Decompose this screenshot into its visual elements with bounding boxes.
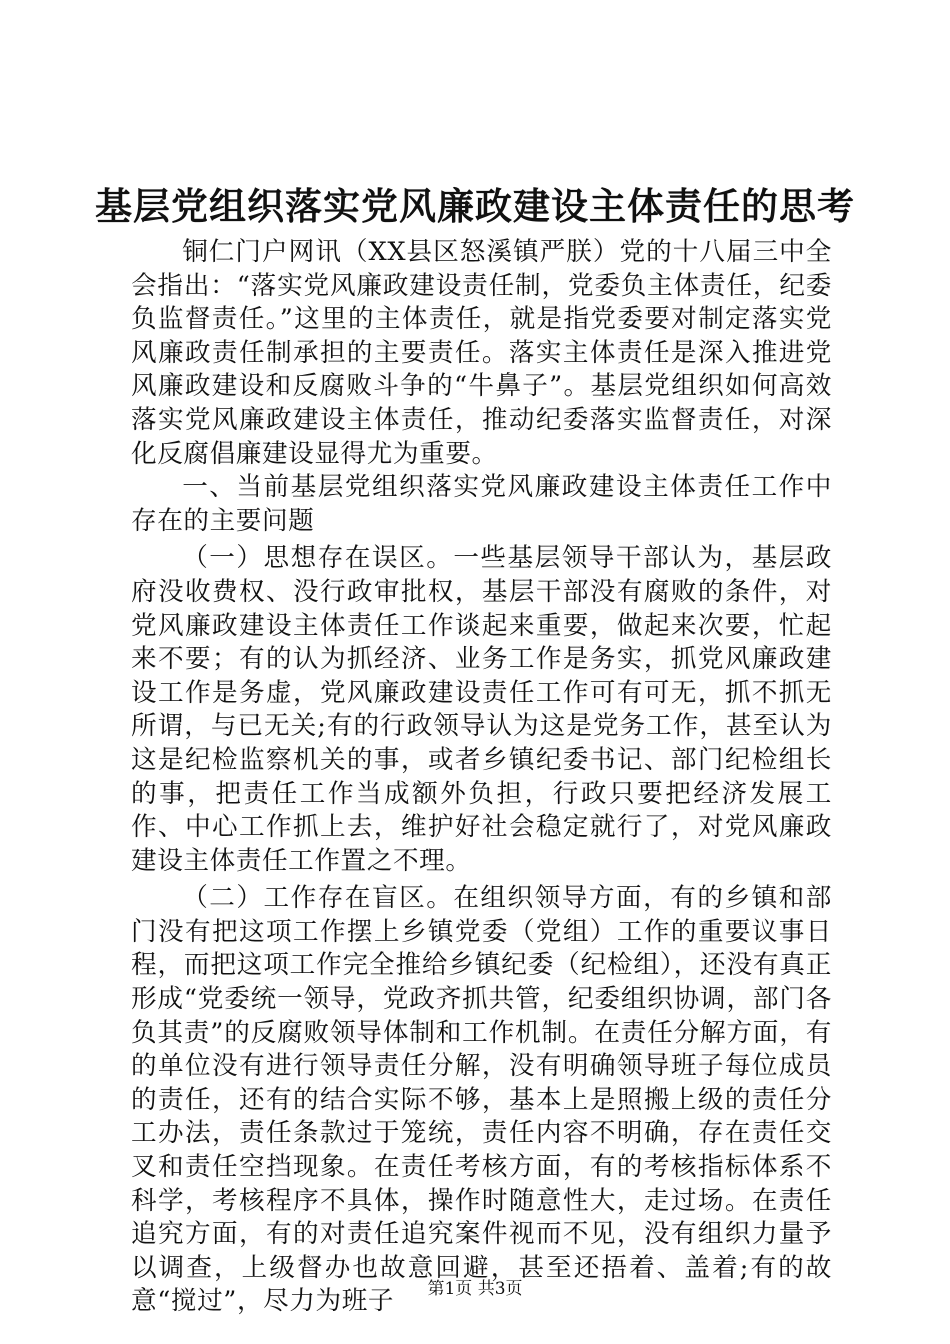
paragraph-intro: 铜仁门户网讯（XX县区怒溪镇严朕）党的十八届三中全会指出：“落实党风廉政建设责任制，党委负主体责任，纪委负监督责任。”这里的主体责任，就是指党委要对制定落实党风廉政责任制承担的主要责任。落实主体责任是深入推进党风廉政建设和反腐败斗争的“牛鼻子”。基层党组织如何高效落实党风廉政建设主体责任，推动纪委落实监督责任，对深化反腐倡廉建设显得尤为重要。 [131, 237, 832, 469]
paragraph-subsection-2: （二）工作存在盲区。在组织领导方面，有的乡镇和部门没有把这项工作摆上乡镇党委（党组）工作的重要议事日程，而把这项工作完全推给乡镇纪委（纪检组），还没有真正形成“党委统一领导，党政齐抓共管，纪委组织协调，部门各负其责”的反腐败领导体制和工作机制。在责任分解方面，有的单位没有进行领导责任分解，没有明确领导班子每位成员的责任，还有的结合实际不够，基本上是照搬上级的责任分工办法，责任条款过于笼统，责任内容不明确，存在责任交叉和责任空挡现象。在责任考核方面，有的考核指标体系不科学，考核程序不具体，操作时随意性大，走过场。在责任追究方面，有的对责任追究案件视而不见，没有组织力量予以调查，上级督办也故意回避，甚至还捂着、盖着;有的故意“搅过”，尽力为班子 [131, 883, 832, 1317]
paragraph-subsection-1: （一）思想存在误区。一些基层领导干部认为，基层政府没收费权、没行政审批权，基层干部没有腐败的条件，对党风廉政建设主体责任工作谈起来重要，做起来次要，忙起来不要；有的认为抓经济、业务工作是务实，抓党风廉政建设工作是务虚，党风廉政建设责任工作可有可无，抓不抓无所谓，与已无关;有的行政领导认为这是党务工作，甚至认为这是纪检监察机关的事，或者乡镇纪委书记、部门纪检组长的事，把责任工作当成额外负担，行政只要把经济发展工作、中心工作抓上去，维护好社会稳定就行了，对党风廉政建设主体责任工作置之不理。 [131, 543, 832, 876]
page-number: 第1页 共3页 [427, 1279, 523, 1299]
paragraph-section-heading: 一、当前基层党组织落实党风廉政建设主体责任工作中存在的主要问题 [131, 472, 832, 536]
document-body [131, 236, 832, 1319]
document-title: 基层党组织落实党风廉政建设主体责任的思考 [95, 184, 855, 228]
